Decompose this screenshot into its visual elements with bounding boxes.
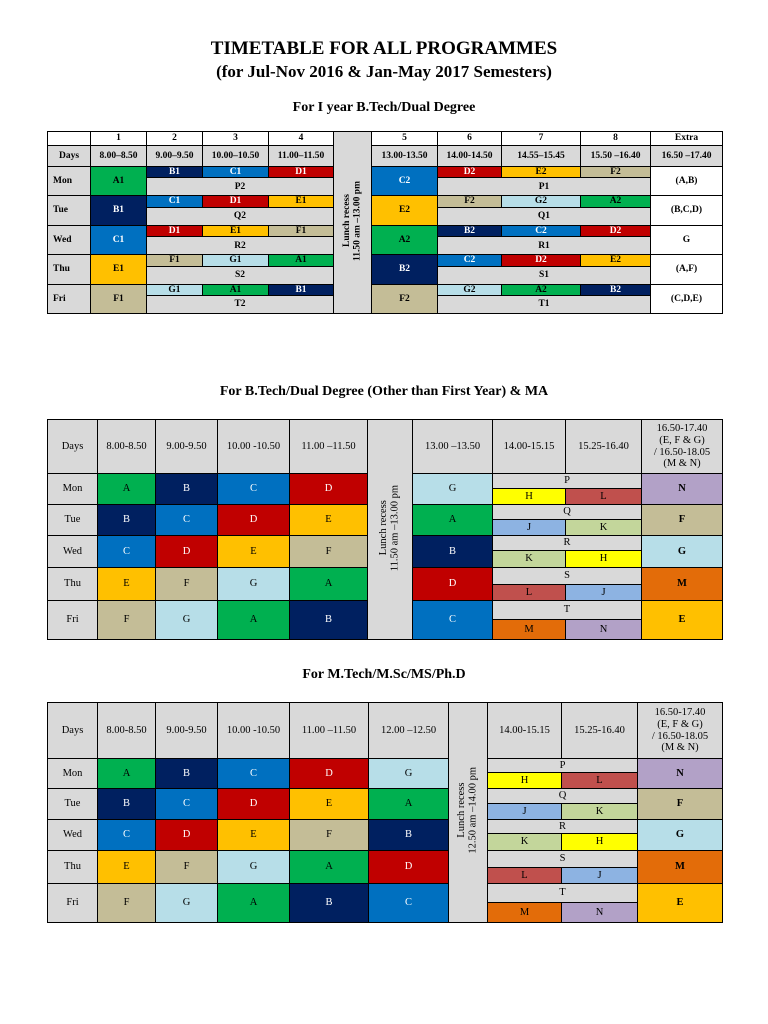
lab-slot: S2 [147, 266, 334, 284]
slot-cell: B [156, 759, 218, 789]
slot-cell: D1 [203, 196, 269, 207]
mtech-phd-timetable [47, 702, 723, 923]
corner-cell [48, 132, 91, 146]
days-header: Days [48, 146, 91, 167]
slot-cell: C1 [91, 225, 147, 254]
header-line: (E, F & G) [657, 718, 703, 730]
slot-cell: B [98, 789, 156, 820]
lab-slot: P [493, 474, 642, 489]
slot-cell: F [156, 568, 218, 601]
extra-slot: M [642, 568, 723, 601]
slot-cell: B2 [438, 225, 502, 236]
slot-cell: K [493, 551, 566, 568]
lab-slot: P1 [438, 178, 651, 196]
slot-cell: C2 [372, 167, 438, 196]
slot-cell: A [413, 505, 493, 536]
slot-cell: D [290, 759, 369, 789]
slot-cell: A1 [203, 284, 269, 295]
slot-cell: M [493, 620, 566, 640]
lab-slot: P2 [147, 178, 334, 196]
header-line: (M & N) [663, 458, 701, 470]
slot-cell: J [493, 520, 566, 536]
slot-cell: B [369, 820, 449, 851]
lab-slot: T [493, 601, 642, 620]
slot-cell: G [156, 601, 218, 640]
slot-cell: F2 [372, 284, 438, 313]
slot-cell: C [156, 505, 218, 536]
time-header: 10.00 -10.50 [218, 703, 290, 759]
slot-number: 7 [502, 132, 581, 146]
header-line: (M & N) [661, 742, 699, 754]
day-label: Tue [48, 196, 91, 225]
slot-cell: E [218, 536, 290, 568]
slot-cell: C2 [502, 225, 581, 236]
slot-cell: C [369, 884, 449, 923]
slot-cell: F [290, 820, 369, 851]
slot-cell: A2 [502, 284, 581, 295]
extra-slot: E [638, 884, 723, 923]
slot-cell: N [566, 620, 642, 640]
slot-cell: D [218, 505, 290, 536]
lunch-recess-line: 11.50 am –13.00 pm [352, 180, 363, 261]
slot-cell: C [413, 601, 493, 640]
slot-cell: A [218, 884, 290, 923]
slot-cell: E2 [372, 196, 438, 225]
slot-cell: A [98, 474, 156, 505]
slot-cell: A1 [91, 167, 147, 196]
first-year-timetable [47, 131, 723, 314]
slot-cell: B1 [269, 284, 334, 295]
lab-slot: S1 [438, 266, 651, 284]
slot-cell: D2 [581, 225, 651, 236]
slot-cell: G2 [438, 284, 502, 295]
slot-cell: G [218, 851, 290, 884]
slot-cell: B [156, 474, 218, 505]
day-label: Thu [48, 255, 91, 284]
lunch-recess-line: Lunch recess [456, 783, 468, 839]
section1-heading: For I year B.Tech/Dual Degree [292, 100, 476, 115]
slot-cell: F1 [91, 284, 147, 313]
slot-cell: D [413, 568, 493, 601]
lunch-recess [368, 420, 413, 640]
slot-cell: C [218, 759, 290, 789]
slot-cell: H [488, 773, 562, 789]
lab-slot: R2 [147, 237, 334, 255]
slot-cell: B [98, 505, 156, 536]
slot-cell: G1 [203, 255, 269, 266]
time-header: 10.00 -10.50 [218, 420, 290, 474]
lunch-recess-line: 12.50 am –14.00 pm [468, 767, 479, 855]
day-label: Wed [48, 820, 98, 851]
lab-slot: Q1 [438, 207, 651, 225]
lab-slot: Q2 [147, 207, 334, 225]
slot-cell: F2 [581, 167, 651, 178]
header-line: 16.50-17.40 [656, 423, 708, 435]
slot-cell: G2 [502, 196, 581, 207]
lunch-recess-line: 11.50 am –13.00 pm [390, 484, 401, 571]
slot-cell: B [290, 601, 368, 640]
lab-slot: T1 [438, 296, 651, 314]
time-header: 11.00 –11.50 [290, 420, 368, 474]
day-label: Fri [48, 884, 98, 923]
slot-cell: B2 [372, 255, 438, 284]
slot-cell: E2 [502, 167, 581, 178]
day-label: Tue [48, 505, 98, 536]
time-header: 9.00–9.50 [147, 146, 203, 167]
slot-cell: A2 [372, 225, 438, 254]
slot-number: 3 [203, 132, 269, 146]
slot-cell: C [156, 789, 218, 820]
slot-cell: F2 [438, 196, 502, 207]
days-header: Days [48, 703, 98, 759]
time-header: 8.00-8.50 [98, 420, 156, 474]
slot-cell: C1 [203, 167, 269, 178]
slot-cell: B2 [581, 284, 651, 295]
btech-ma-timetable [47, 419, 723, 640]
day-label: Fri [48, 601, 98, 640]
slot-cell: A [98, 759, 156, 789]
lab-slot: R [488, 820, 638, 834]
lunch-recess-label [456, 767, 479, 854]
extra-slot: N [638, 759, 723, 789]
lab-slot: T2 [147, 296, 334, 314]
slot-number: 4 [269, 132, 334, 146]
extra-time-header [638, 703, 723, 759]
slot-cell: L [566, 489, 642, 505]
lunch-recess-line: Lunch recess [342, 194, 353, 248]
slot-cell: L [488, 868, 562, 884]
day-label: Mon [48, 759, 98, 789]
extra-slot: (C,D,E) [651, 284, 723, 313]
header-line: 16.50-17.40 [654, 707, 706, 719]
day-label: Mon [48, 474, 98, 505]
slot-cell: D [156, 536, 218, 568]
slot-cell: H [562, 834, 638, 851]
slot-cell: C1 [147, 196, 203, 207]
slot-cell: D2 [502, 255, 581, 266]
time-header: 11.00–11.50 [269, 146, 334, 167]
time-header: 11.00 –11.50 [290, 703, 369, 759]
slot-cell: K [566, 520, 642, 536]
lunch-recess-label [342, 181, 363, 261]
slot-cell: D [290, 474, 368, 505]
slot-cell: C [98, 820, 156, 851]
page-title: TIMETABLE FOR ALL PROGRAMMES [210, 38, 558, 59]
slot-cell: J [566, 585, 642, 601]
time-header: 15.50 –16.40 [581, 146, 651, 167]
slot-cell: L [493, 585, 566, 601]
time-header: 9.00-9.50 [156, 420, 218, 474]
slot-cell: E [290, 505, 368, 536]
lunch-recess [334, 132, 372, 314]
slot-cell: B [413, 536, 493, 568]
lunch-recess-line: Lunch recess [378, 500, 390, 556]
extra-slot: G [638, 820, 723, 851]
slot-cell: D [218, 789, 290, 820]
time-header: 8.00-8.50 [98, 703, 156, 759]
lab-slot: Q [488, 789, 638, 804]
slot-cell: K [562, 804, 638, 820]
slot-cell: G [156, 884, 218, 923]
extra-slot: F [642, 505, 723, 536]
lab-slot: S [493, 568, 642, 585]
day-label: Wed [48, 536, 98, 568]
slot-cell: D2 [438, 167, 502, 178]
time-header: 12.00 –12.50 [369, 703, 449, 759]
extra-slot: (A,B) [651, 167, 723, 196]
slot-cell: E [290, 789, 369, 820]
lunch-recess-label [378, 485, 401, 571]
slot-cell: D1 [269, 167, 334, 178]
slot-cell: E1 [269, 196, 334, 207]
lab-slot: T [488, 884, 638, 903]
slot-number: 2 [147, 132, 203, 146]
slot-cell: D [369, 851, 449, 884]
time-header: 14.00-15.15 [493, 420, 566, 474]
lab-slot: P [488, 759, 638, 773]
slot-cell: F [98, 601, 156, 640]
slot-cell: A2 [581, 196, 651, 207]
time-header: 10.00–10.50 [203, 146, 269, 167]
day-label: Mon [48, 167, 91, 196]
time-header: 15.25-16.40 [566, 420, 642, 474]
time-header: 8.00–8.50 [91, 146, 147, 167]
slot-cell: C2 [438, 255, 502, 266]
slot-number: 1 [91, 132, 147, 146]
slot-cell: E [218, 820, 290, 851]
header-line: (E, F & G) [659, 434, 705, 446]
extra-slot: N [642, 474, 723, 505]
extra-slot: G [642, 536, 723, 568]
slot-number: 6 [438, 132, 502, 146]
lab-slot: S [488, 851, 638, 868]
slot-cell: C [218, 474, 290, 505]
time-header: 13.00 –13.50 [413, 420, 493, 474]
slot-cell: M [488, 903, 562, 923]
slot-cell: A [290, 568, 368, 601]
time-header: 14.00-14.50 [438, 146, 502, 167]
lab-slot: R [493, 536, 642, 551]
page-subtitle: (for Jul-Nov 2016 & Jan-May 2017 Semesters) [216, 62, 552, 81]
slot-cell: A1 [269, 255, 334, 266]
time-header: 9.00-9.50 [156, 703, 218, 759]
extra-time-header [642, 420, 723, 474]
day-label: Tue [48, 789, 98, 820]
slot-number: 8 [581, 132, 651, 146]
slot-cell: C [98, 536, 156, 568]
extra-slot: E [642, 601, 723, 640]
slot-cell: A [218, 601, 290, 640]
slot-cell: A [369, 789, 449, 820]
header-line: / 16.50-18.05 [651, 730, 709, 742]
day-label: Fri [48, 284, 91, 313]
slot-cell: J [562, 868, 638, 884]
slot-cell: H [493, 489, 566, 505]
days-header: Days [48, 420, 98, 474]
slot-cell: A [290, 851, 369, 884]
slot-cell: E [98, 568, 156, 601]
time-header: 14.55–15.45 [502, 146, 581, 167]
time-header: 16.50 –17.40 [651, 146, 723, 167]
slot-cell: N [562, 903, 638, 923]
slot-cell: F [98, 884, 156, 923]
section2-heading: For B.Tech/Dual Degree (Other than First Year) & MA [219, 384, 549, 399]
slot-cell: F [290, 536, 368, 568]
day-label: Thu [48, 568, 98, 601]
slot-cell: H [566, 551, 642, 568]
lab-slot: Q [493, 505, 642, 520]
slot-cell: G [369, 759, 449, 789]
slot-cell: L [562, 773, 638, 789]
slot-cell: J [488, 804, 562, 820]
section3-heading: For M.Tech/M.Sc/MS/Ph.D [302, 667, 466, 682]
day-label: Wed [48, 225, 91, 254]
time-header: 14.00-15.15 [488, 703, 562, 759]
extra-slot: (B,C,D) [651, 196, 723, 225]
slot-cell: F1 [269, 225, 334, 236]
slot-cell: F1 [147, 255, 203, 266]
extra-slot: M [638, 851, 723, 884]
slot-cell: E2 [581, 255, 651, 266]
slot-cell: D [156, 820, 218, 851]
slot-cell: K [488, 834, 562, 851]
slot-cell: E1 [91, 255, 147, 284]
time-header: 15.25-16.40 [562, 703, 638, 759]
day-label: Thu [48, 851, 98, 884]
extra-slot: F [638, 789, 723, 820]
time-header: 13.00-13.50 [372, 146, 438, 167]
slot-number: 5 [372, 132, 438, 146]
header-line: / 16.50-18.05 [653, 446, 711, 458]
slot-cell: F [156, 851, 218, 884]
slot-cell: B1 [91, 196, 147, 225]
slot-cell: B1 [147, 167, 203, 178]
lab-slot: R1 [438, 237, 651, 255]
slot-cell: G [218, 568, 290, 601]
slot-number: Extra [651, 132, 723, 146]
slot-cell: B [290, 884, 369, 923]
slot-cell: G [413, 474, 493, 505]
slot-cell: E1 [203, 225, 269, 236]
slot-cell: D1 [147, 225, 203, 236]
extra-slot: G [651, 225, 723, 254]
lunch-recess [449, 703, 488, 923]
extra-slot: (A,F) [651, 255, 723, 284]
slot-cell: G1 [147, 284, 203, 295]
slot-cell: E [98, 851, 156, 884]
